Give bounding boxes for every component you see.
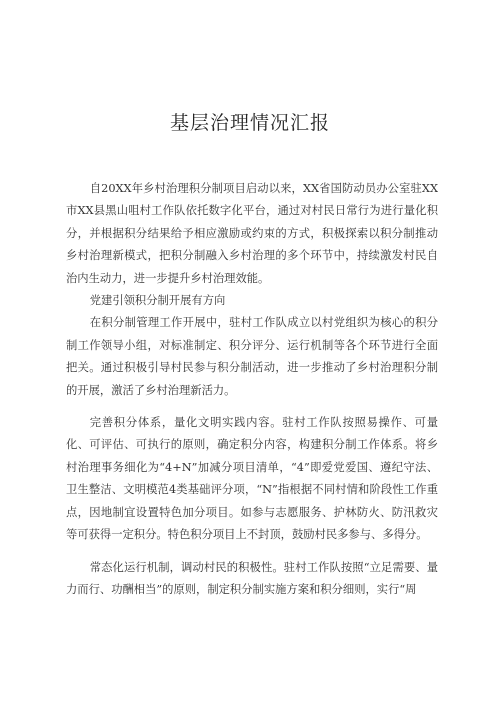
document-title: 基层治理情况汇报 [169, 112, 330, 134]
paragraph-mechanism: 常态化运行机制，调动村民的积极性。驻村工作队按照“立足需要、量力而行、功酬相当”的原则，制定积分制实施方案和积分细则，实行“周 [66, 560, 438, 596]
paragraph-system: 完善积分体系，量化文明实践内容。驻村工作队按照易操作、可量化、可评估、可执行的原则，确定积分内容，构建积分制工作体系。将乡村治理事务细化为“4+N”加减分项目清单，“4”即爱党爱国、遵纪守法、卫生整洁、文明模范4类基础评分项，“N”指根据不同村情和阶段性工作重点，因地制宜设置特色加分项目。如参与志愿服务、护林防火、防汛救灾等可获得一定积分。特色积分项目上不封顶，鼓励村民多参与、多得分。 [66, 416, 438, 542]
paragraph-leadership: 在积分制管理工作开展中，驻村工作队成立以村党组织为核心的积分制工作领导小组，对标准制定、积分评分、运行机制等各个环节进行全面把关。通过积极引导村民参与积分制活动，进一步推动了乡村治理积分制的开展，激活了乡村治理新活力。 [66, 316, 438, 397]
section-heading: 党建引领积分制开展有方向 [89, 294, 226, 308]
document-body [66, 178, 438, 601]
paragraph-intro: 自20XX年乡村治理积分制项目启动以来，XX省国防动员办公室驻XX市XX县黑山咀村工作队依托数字化平台，通过对村民日常行为进行量化积分，并根据积分结果给予相应激励或约束的方式，积极探索以积分制推动乡村治理新模式，把积分制融入乡村治理的多个环节中，持续激发村民自治内生动力，进一步提升乡村治理效能。 [66, 182, 438, 285]
